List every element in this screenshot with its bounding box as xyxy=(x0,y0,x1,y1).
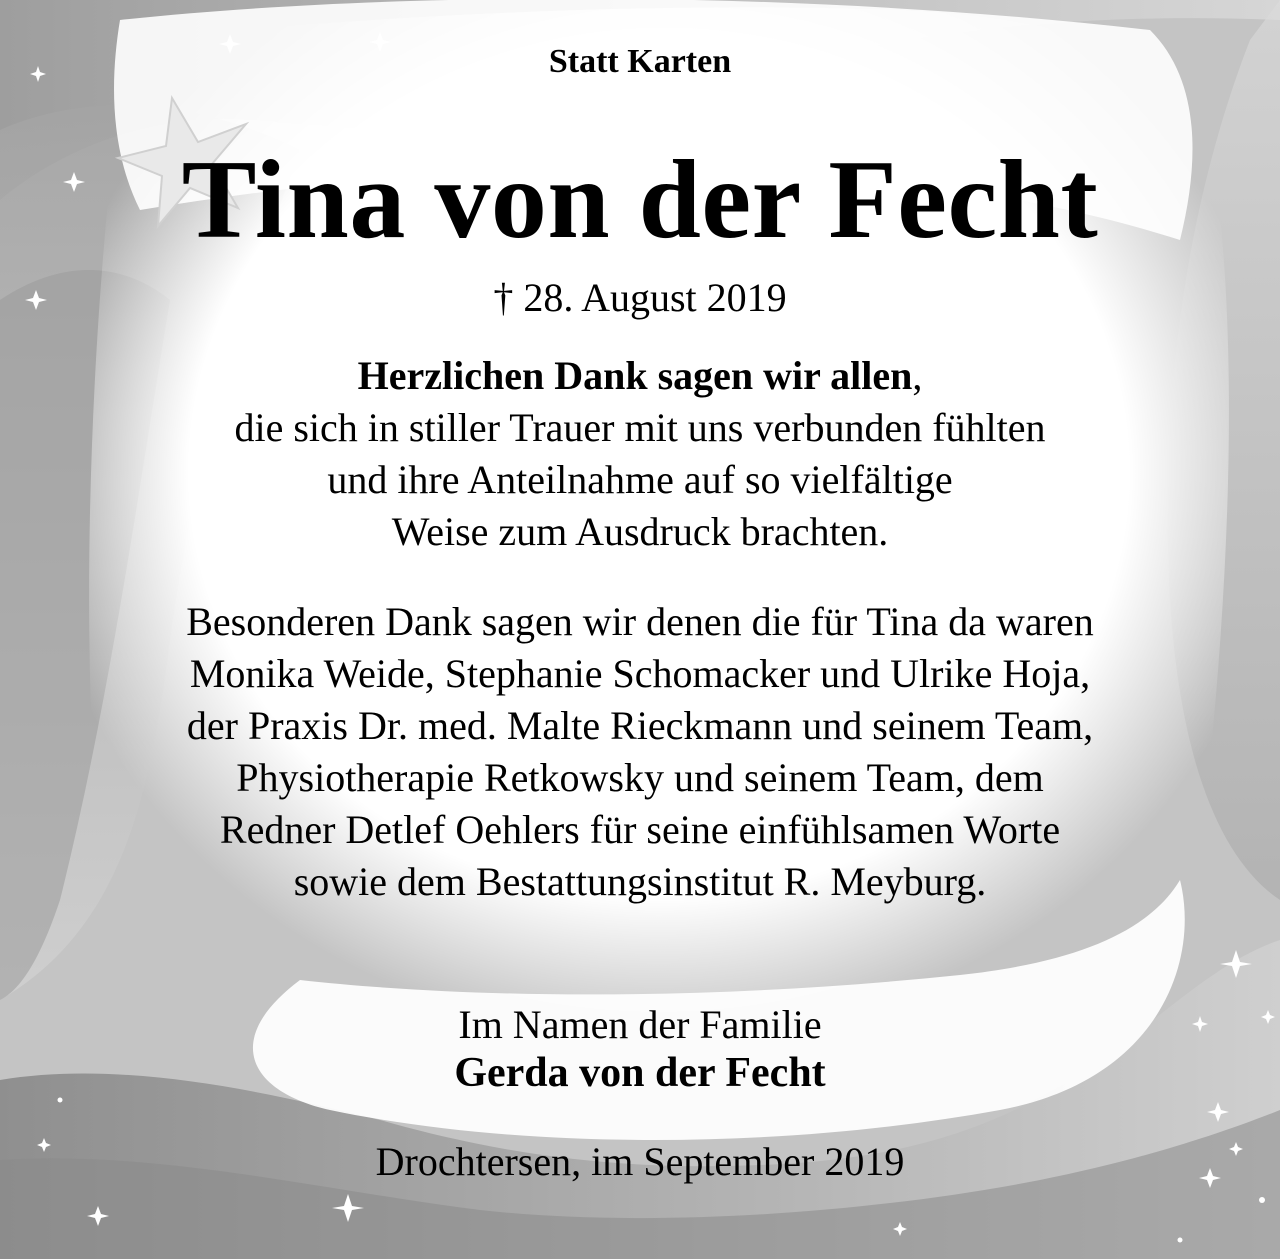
signature-name: Gerda von der Fecht xyxy=(454,1050,826,1096)
place-and-date: Drochtersen, im September 2019 xyxy=(375,1139,905,1184)
deceased-name: Tina von der Fecht xyxy=(181,138,1099,262)
thanks-paragraph xyxy=(0,350,1280,558)
death-date: † 28. August 2019 xyxy=(493,275,787,320)
special-thanks-line: Physiotherapie Retkowsky und seinem Team, dem xyxy=(236,755,1044,800)
thanks-lead-line xyxy=(0,350,1280,402)
thanks-lead-suffix: , xyxy=(912,353,923,398)
special-thanks-line: Besonderen Dank sagen wir denen die für Tina da waren xyxy=(186,599,1094,644)
thanks-line: die sich in stiller Trauer mit uns verbunden fühlten xyxy=(234,405,1046,450)
thanks-line: Weise zum Ausdruck brachten. xyxy=(391,509,889,554)
special-thanks-line: sowie dem Bestattungsinstitut R. Meyburg. xyxy=(293,859,987,904)
thanks-line: und ihre Anteilnahme auf so vielfältige xyxy=(327,457,953,502)
special-thanks-paragraph xyxy=(0,596,1280,908)
thanks-lead-bold: Herzlichen Dank sagen wir allen xyxy=(357,353,913,398)
special-thanks-line: der Praxis Dr. med. Malte Rieckmann und seinem Team, xyxy=(186,703,1094,748)
top-line-statt-karten: Statt Karten xyxy=(548,43,732,80)
signature-intro: Im Namen der Familie xyxy=(458,1002,822,1047)
special-thanks-line: Monika Weide, Stephanie Schomacker und Ulrike Hoja, xyxy=(189,651,1091,696)
special-thanks-line: Redner Detlef Oehlers für seine einfühlsamen Worte xyxy=(219,807,1061,852)
